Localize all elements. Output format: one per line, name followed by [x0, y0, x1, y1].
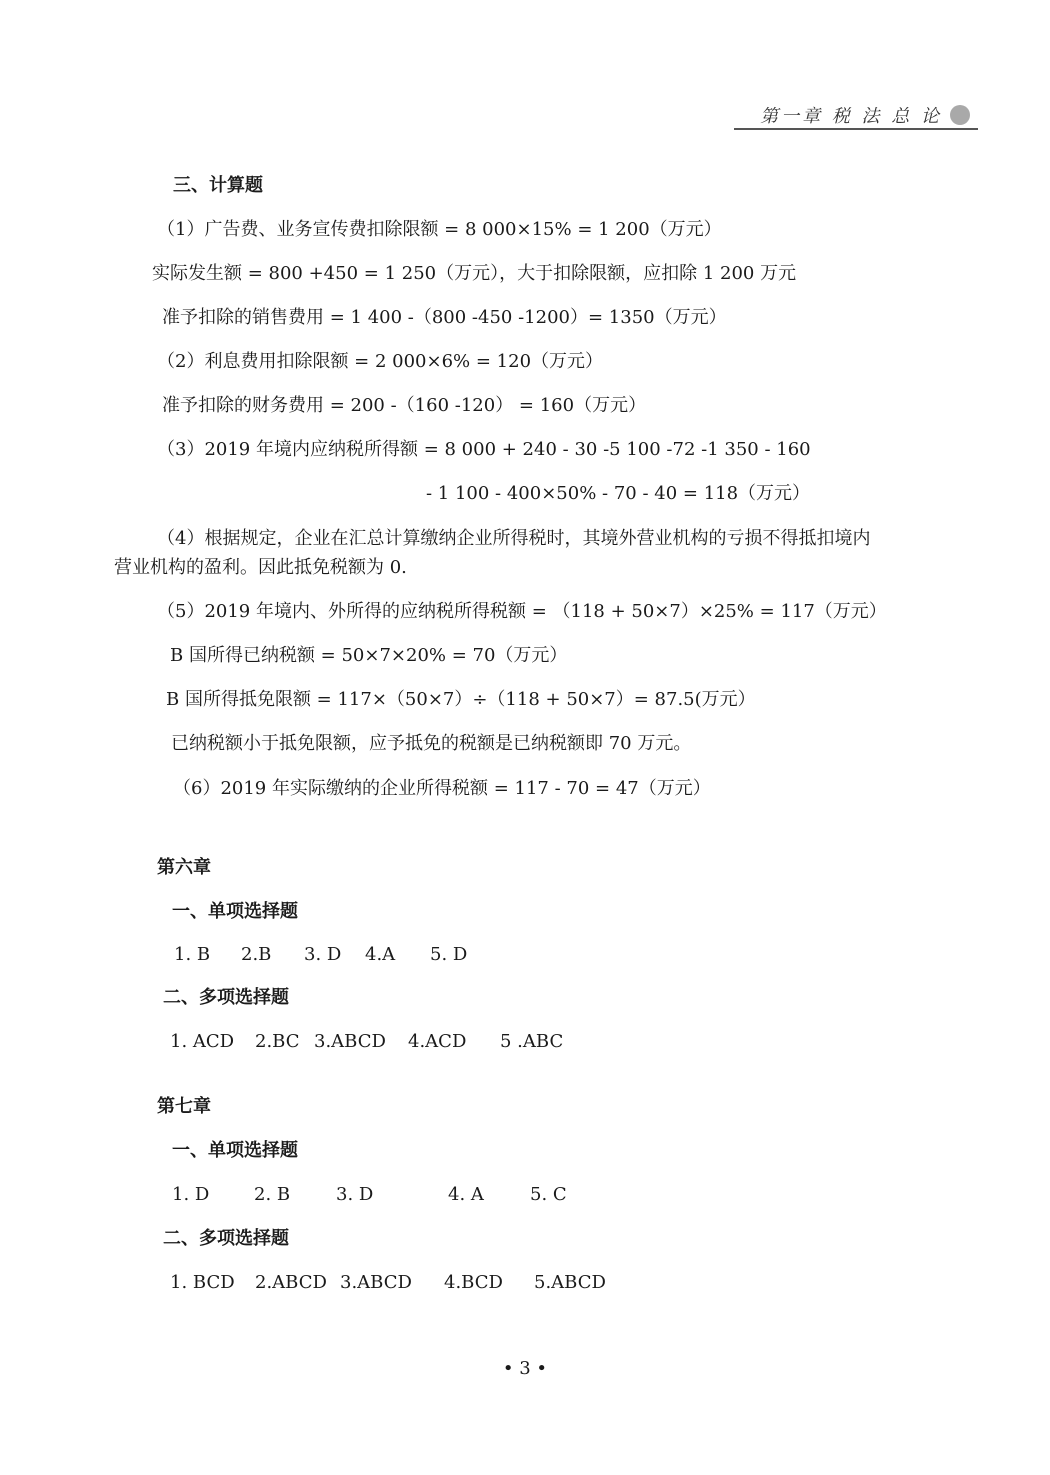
calc-line: - 1 100 - 400×50% - 70 - 40 = 118（万元） [426, 483, 811, 504]
header-rule [734, 128, 978, 130]
ch7-multi-answers [170, 1272, 606, 1294]
answer-item: 3.ABCD [314, 1031, 386, 1052]
answer-item: 4.BCD [444, 1272, 503, 1293]
header-dot-icon [950, 105, 970, 125]
calc-line: B 国所得抵免限额 = 117×（50×7）÷（118 + 50×7）= 87.5(万元） [166, 689, 756, 710]
calc-line: 营业机构的盈利。因此抵免税额为 0. [114, 557, 407, 578]
answer-item: 1. BCD [170, 1272, 235, 1293]
ch6-multi-choice-title: 二、多项选择题 [163, 987, 289, 1008]
answer-item: 3. D [304, 944, 342, 965]
ch7-multi-choice-title: 二、多项选择题 [163, 1228, 289, 1249]
chapter-header-title: 第一章 税 法 总 论 [760, 106, 942, 127]
calc-line: 准予扣除的销售费用 = 1 400 -（800 -450 -1200）= 1350（万元） [162, 307, 727, 328]
ch6-multi-answers [170, 1031, 563, 1053]
answer-item: 4. A [448, 1184, 484, 1205]
page-number: • 3 • [502, 1358, 548, 1379]
ch6-single-choice-title: 一、单项选择题 [172, 901, 298, 922]
calc-line: （5）2019 年境内、外所得的应纳税所得税额 = （118 + 50×7）×25% = 117（万元） [157, 601, 887, 622]
answer-item: 3. D [336, 1184, 374, 1205]
ch7-single-answers [172, 1184, 567, 1206]
answer-item: 1. B [174, 944, 211, 965]
answer-item: 5. C [530, 1184, 567, 1205]
calc-section-title: 三、计算题 [173, 175, 263, 196]
calc-line: 实际发生额 = 800 +450 = 1 250（万元），大于扣除限额，应扣除 1 200 万元 [152, 263, 797, 284]
answer-item: 2.B [241, 944, 272, 965]
answer-item: 3.ABCD [340, 1272, 412, 1293]
calc-line: （4）根据规定，企业在汇总计算缴纳企业所得税时，其境外营业机构的亏损不得抵扣境内 [157, 528, 871, 549]
calc-line: （6）2019 年实际缴纳的企业所得税额 = 117 - 70 = 47（万元） [173, 778, 711, 799]
answer-item: 2. B [254, 1184, 291, 1205]
chapter-7-title: 第七章 [157, 1096, 211, 1117]
answer-item: 5.ABCD [534, 1272, 606, 1293]
answer-item: 1. D [172, 1184, 210, 1205]
calc-line: B 国所得已纳税额 = 50×7×20% = 70（万元） [170, 645, 568, 666]
running-header [734, 102, 978, 128]
calc-line: 准予扣除的财务费用 = 200 -（160 -120） = 160（万元） [162, 395, 647, 416]
calc-line: （3）2019 年境内应纳税所得额 = 8 000 + 240 - 30 -5 100 -72 -1 350 - 160 [157, 439, 811, 460]
answer-item: 5 .ABC [500, 1031, 564, 1052]
ch7-single-choice-title: 一、单项选择题 [172, 1140, 298, 1161]
calc-line: （1）广告费、业务宣传费扣除限额 = 8 000×15% = 1 200（万元） [157, 219, 722, 240]
answer-item: 5. D [430, 944, 468, 965]
answer-item: 2.ABCD [255, 1272, 327, 1293]
calc-line: 已纳税额小于抵免限额，应予抵免的税额是已纳税额即 70 万元。 [171, 733, 692, 754]
answer-item: 4.A [365, 944, 396, 965]
answer-item: 1. ACD [170, 1031, 235, 1052]
chapter-6-title: 第六章 [157, 857, 211, 878]
answer-item: 4.ACD [408, 1031, 467, 1052]
calc-line: （2）利息费用扣除限额 = 2 000×6% = 120（万元） [157, 351, 604, 372]
answer-item: 2.BC [255, 1031, 300, 1052]
ch6-single-answers [174, 944, 467, 966]
